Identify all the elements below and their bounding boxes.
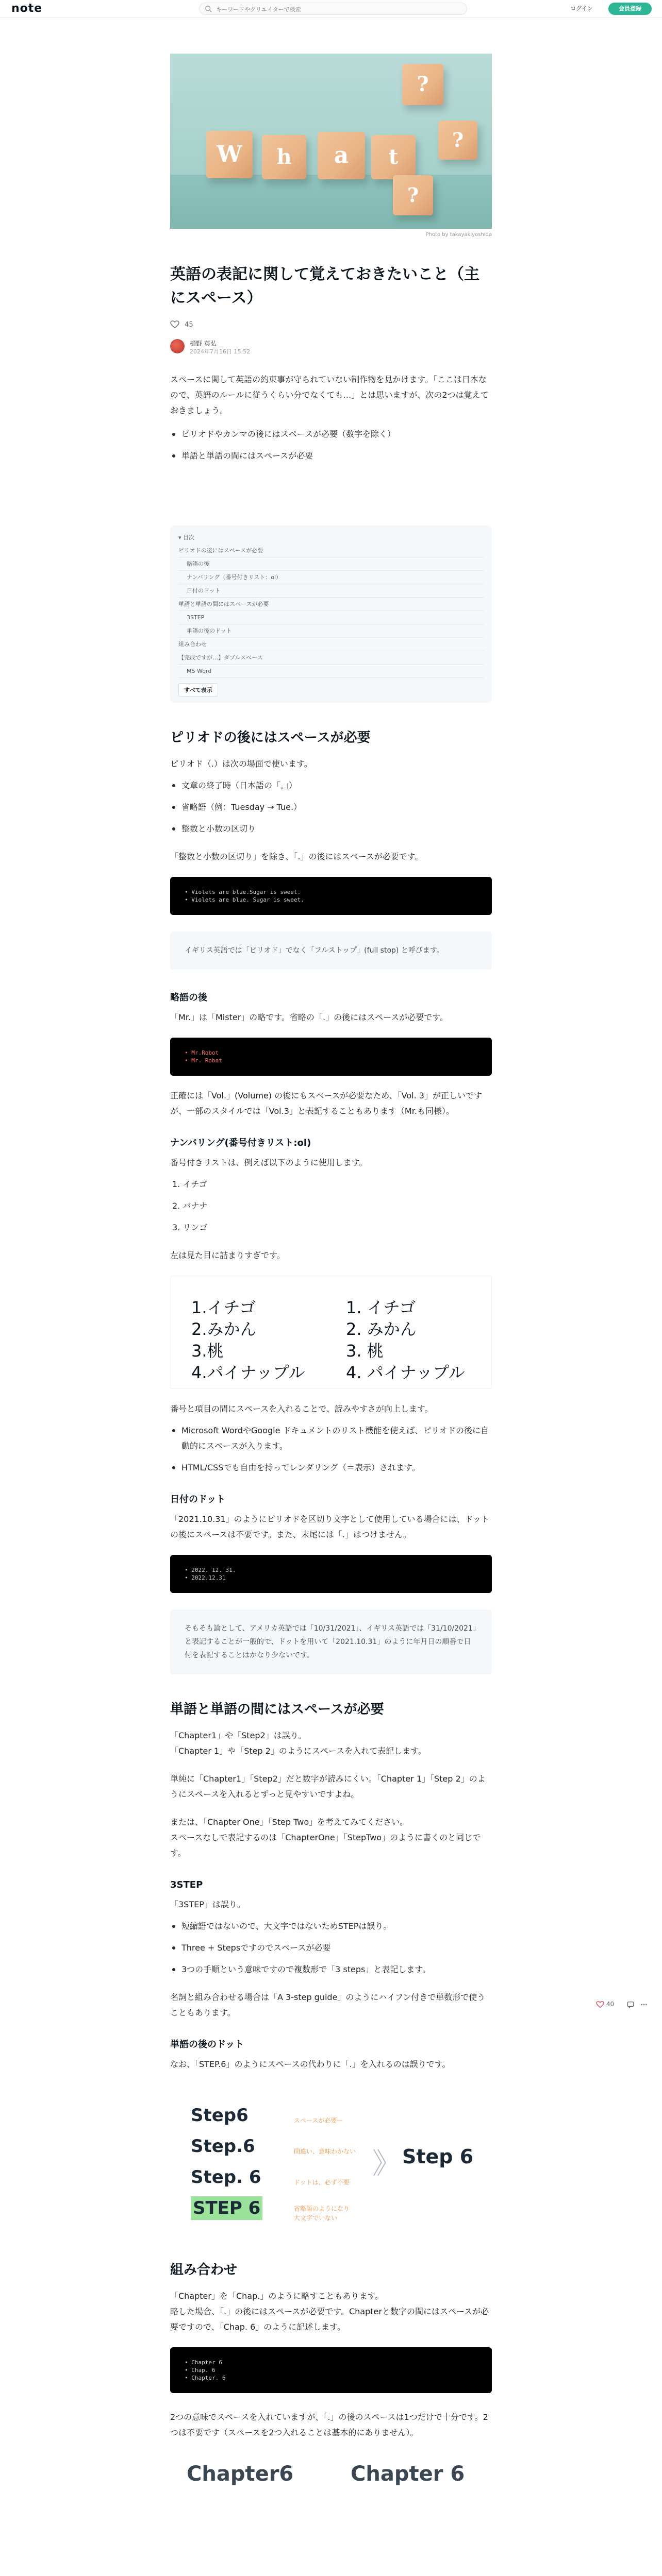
article <box>170 54 492 2498</box>
code-line: • Chap. 6 <box>185 2367 216 2374</box>
code-line: • 2022. 12. 31. <box>185 1567 236 1573</box>
figure-text: 1.イチゴ <box>191 1298 256 1317</box>
quote-block: イギリス英語では「ピリオド」でなく「フルストップ」(full stop) と呼びます。 <box>170 931 492 970</box>
comment-button[interactable] <box>627 1999 634 2009</box>
toc-item[interactable]: ナンバリング（番号付きリスト：ol） <box>178 571 484 584</box>
question-cube-1: ? <box>402 64 443 105</box>
article-title: 英語の表記に関して覚えておきたいこと（主にスペース） <box>170 265 479 307</box>
paragraph: 「3STEP」は誤り。 <box>170 1900 245 1909</box>
side-like-count: 40 <box>606 2001 615 2008</box>
list-item: 短縮語ではないので、大文字ではないためSTEPは誤り。 <box>170 1919 492 1934</box>
paragraph: なお、「STEP.6」のようにスペースの代わりに「.」を入れるのは誤りです。 <box>170 2059 451 2069</box>
paragraph: 名詞と組み合わせる場合は「A 3-step guide」のようにハイフン付きで単数形で使うこともあります。 <box>170 1992 486 2018</box>
figure-text: Chapter 6 <box>351 2462 465 2486</box>
question-cube-2: ? <box>438 121 477 160</box>
quote-block: そもそも論として、アメリカ英語では「10/31/2021」、イギリス英語では「31/10/2021」と表記することが一般的で、ドットを用いて「2021.10.31」のように年月日の順番で日付を表記することはかなり少ないです。 <box>170 1609 492 1674</box>
bullet-list <box>170 1423 492 1476</box>
toc-item[interactable]: 略語の後 <box>178 557 484 571</box>
figure-text: 1. イチゴ <box>346 1298 416 1317</box>
bullet-list <box>170 778 492 837</box>
paragraph: 単純に「Chapter1」「Step2」だと数字が読みにくい。「Chapter 1」「Step 2」のようにスペースを入れるとずっと見やすいですよね。 <box>170 1774 486 1799</box>
code-line: • Mr.Robot <box>185 1049 219 1056</box>
author-block[interactable] <box>170 338 492 360</box>
numbered-list <box>170 1177 492 1235</box>
code-block <box>170 1555 492 1593</box>
paragraph: 「2021.10.31」のようにピリオドを区切り文字として使用している場合には、ドットの後にスペースは不要です。また、末尾には「.」はつけません。 <box>170 1514 489 1539</box>
paragraph: 「Chapter」を「Chap.」のように略すこともあります。 略した場合、「.」の後にはスペースが必要です。Chapterと数字の間にはスペースが必要ですので、「Chap. 6」のように記述します。 <box>170 2291 489 2332</box>
toc-item[interactable]: ピリオドの後にはスペースが必要 <box>178 544 484 557</box>
toc-item[interactable]: 単語と単語の間にはスペースが必要 <box>178 598 484 611</box>
list-item: 整数と小数の区切り <box>170 821 492 837</box>
paragraph: または、「Chapter One」「Step Two」を考えてみてください。 スペースなしで表記するのは「ChapterOne」「StepTwo」のように書くのと同じです。 <box>170 1817 481 1858</box>
figure-note: ドットは、必ず不要 <box>294 2179 350 2186</box>
note-logo[interactable]: note <box>11 2 43 15</box>
letter-cube-a: a <box>318 132 365 179</box>
more-icon <box>640 2001 648 2008</box>
code-line: • 2022.12.31 <box>185 1574 226 1581</box>
paragraph: 番号付きリストは、例えば以下のように使用します。 <box>170 1158 368 1167</box>
toc-item[interactable]: MS Word <box>178 665 484 678</box>
hero-image <box>170 54 492 229</box>
code-line: • Chapter. 6 <box>185 2375 226 2381</box>
paragraph: 「Chapter1」や「Step2」は誤り。 「Chapter 1」や「Step 2」のようにスペースを入れて表記します。 <box>170 1731 426 1756</box>
like-count-row <box>170 320 492 332</box>
list-item: 1. イチゴ <box>172 1179 207 1189</box>
list-item: Microsoft WordやGoogle ドキュメントのリスト機能を使えば、ピリオドの後に自動的にスペースが入ります。 <box>170 1423 492 1454</box>
list-item: 文章の終了時（日本語の「。」） <box>170 778 492 793</box>
subsection-heading: 略語の後 <box>170 992 207 1003</box>
code-block <box>170 877 492 915</box>
code-line: • Chapter 6 <box>185 2359 222 2366</box>
heart-icon[interactable] <box>170 320 179 329</box>
code-line: • Mr. Robot <box>185 1057 222 1064</box>
floating-action-bar <box>596 1999 653 2009</box>
figure-text: Step. 6 <box>191 2167 261 2188</box>
question-cube-3: ? <box>393 175 433 215</box>
subsection-heading: 3STEP <box>170 1879 203 1890</box>
paragraph: 「Mr.」は「Mister」の略です。省略の「.」の後にはスペースが必要です。 <box>170 1012 449 1022</box>
section-heading: 単語と単語の間にはスペースが必要 <box>170 1702 384 1717</box>
paragraph: 「整数と小数の区切り」を除き、「.」の後にはスペースが必要です。 <box>170 852 423 861</box>
subsection-heading: 単語の後のドット <box>170 2039 244 2050</box>
intro-list <box>170 427 492 464</box>
search-icon <box>205 5 212 12</box>
author-name[interactable]: 樋野 英弘 <box>190 340 217 347</box>
letter-cube-w: W <box>206 131 253 178</box>
search-input[interactable] <box>216 5 458 14</box>
figure-text: Chapter6 <box>187 2462 294 2486</box>
chapter-comparison-figure <box>170 2457 492 2498</box>
like-count: 45 <box>185 320 193 329</box>
list-item: ピリオドやカンマの後にはスペースが必要（数字を除く） <box>170 427 492 442</box>
search-bar[interactable] <box>199 3 467 15</box>
more-button[interactable] <box>640 1999 648 2009</box>
letter-cube-t: t <box>371 135 416 179</box>
section-heading: 組み合わせ <box>170 2262 238 2278</box>
list-item: Three + Stepsですのでスペースが必要 <box>170 1940 492 1956</box>
step-comparison-figure <box>170 2084 492 2239</box>
numbering-comparison-figure <box>170 1276 492 1389</box>
author-avatar[interactable] <box>170 339 185 353</box>
intro-paragraph: スペースに関して英語の約束事が守られていない制作物を見かけます。「ここは日本なので、英語のルールに従うくらい分でなくても…」とは思いますが、次の2つは覚えておきましょう。 <box>170 375 489 415</box>
site-header <box>0 0 662 18</box>
toc-item[interactable]: 【完成ですが…】ダブルスペース <box>178 651 484 665</box>
paragraph: 左は見た目に詰まりすぎです。 <box>170 1250 285 1260</box>
figure-note: スペースが必要ー <box>294 2117 343 2124</box>
like-button[interactable] <box>596 1999 614 2009</box>
figure-text: Step.6 <box>191 2136 255 2157</box>
subsection-heading: ナンバリング(番号付きリスト:ol) <box>170 1138 311 1148</box>
list-item: 単語と単語の間にはスペースが必要 <box>170 448 492 464</box>
publish-date: 2024年7月16日 15:52 <box>190 348 251 355</box>
figure-note: 省略語のようになり 大文字でいない <box>294 2205 350 2222</box>
photo-credit[interactable]: Photo by takayakiyoshida <box>425 232 492 238</box>
heart-icon <box>596 2001 604 2008</box>
hero-table-surface <box>170 175 492 229</box>
toc-item[interactable]: 組み合わせ <box>178 638 484 651</box>
toc-heading[interactable]: ▾ 目次 <box>178 534 195 541</box>
login-button[interactable]: ログイン <box>570 5 593 12</box>
paragraph: ピリオド（.）は次の場面で使います。 <box>170 759 312 769</box>
paragraph: 2つの意味でスペースを入れていますが、「.」の後のスペースは1つだけで十分です。2つは不要です（スペースを2つ入れることは基本的にありません）。 <box>170 2412 488 2437</box>
toc-show-all-button[interactable]: すべて表示 <box>178 683 218 697</box>
subsection-heading: 日付のドット <box>170 1494 226 1505</box>
list-item: 3. リンゴ <box>172 1223 208 1232</box>
figure-correct-text: Step 6 <box>402 2145 474 2168</box>
code-block <box>170 2347 492 2393</box>
toc-item[interactable]: 日付のドット <box>178 584 484 598</box>
figure-text: 3.桃 <box>191 1341 224 1361</box>
code-line: • Violets are blue. Sugar is sweet. <box>185 896 304 903</box>
figure-text: 3. 桃 <box>346 1341 384 1361</box>
toc-item[interactable]: 単語の後のドット <box>178 624 484 638</box>
list-item: 省略語（例：Tuesday → Tue.） <box>170 800 492 815</box>
figure-note: 間違い、意味わかない <box>294 2148 356 2155</box>
figure-text: 2. みかん <box>346 1319 417 1339</box>
figure-text: 4. パイナップル <box>346 1363 465 1382</box>
list-item: HTML/CSSでも自由を持ってレンダリング（＝表示）されます。 <box>170 1460 492 1476</box>
comment-icon <box>627 2001 634 2008</box>
list-item: 3つの手順という意味ですので複数形で「3 steps」と表記します。 <box>170 1962 492 1977</box>
paragraph: 正確には「Vol.」(Volume) の後にもスペースが必要なため、「Vol. 3」が正しいですが、一部のスタイルでは「Vol.3」と表記することもあります（Mr.も同様）。 <box>170 1091 482 1116</box>
figure-text-highlight: STEP 6 <box>191 2196 262 2220</box>
section-heading: ピリオドの後にはスペースが必要 <box>170 730 371 745</box>
figure-text: 2.みかん <box>191 1319 257 1339</box>
chevron-right-icon: 》 <box>372 2147 401 2181</box>
figure-text: 4.パイナップル <box>191 1363 305 1382</box>
code-block <box>170 1038 492 1076</box>
paragraph: 番号と項目の間にスペースを入れることで、読みやすさが向上します。 <box>170 1404 433 1414</box>
table-of-contents <box>170 526 492 703</box>
code-line: • Violets are blue.Sugar is sweet. <box>185 889 301 895</box>
list-item: 2. バナナ <box>172 1201 208 1211</box>
letter-cube-h: h <box>262 135 306 179</box>
toc-item[interactable]: 3STEP <box>178 611 484 624</box>
figure-text: Step6 <box>191 2105 249 2126</box>
register-button[interactable]: 会員登録 <box>608 3 652 15</box>
toc-heading-label: 目次 <box>183 534 195 541</box>
bullet-list <box>170 1919 492 1977</box>
